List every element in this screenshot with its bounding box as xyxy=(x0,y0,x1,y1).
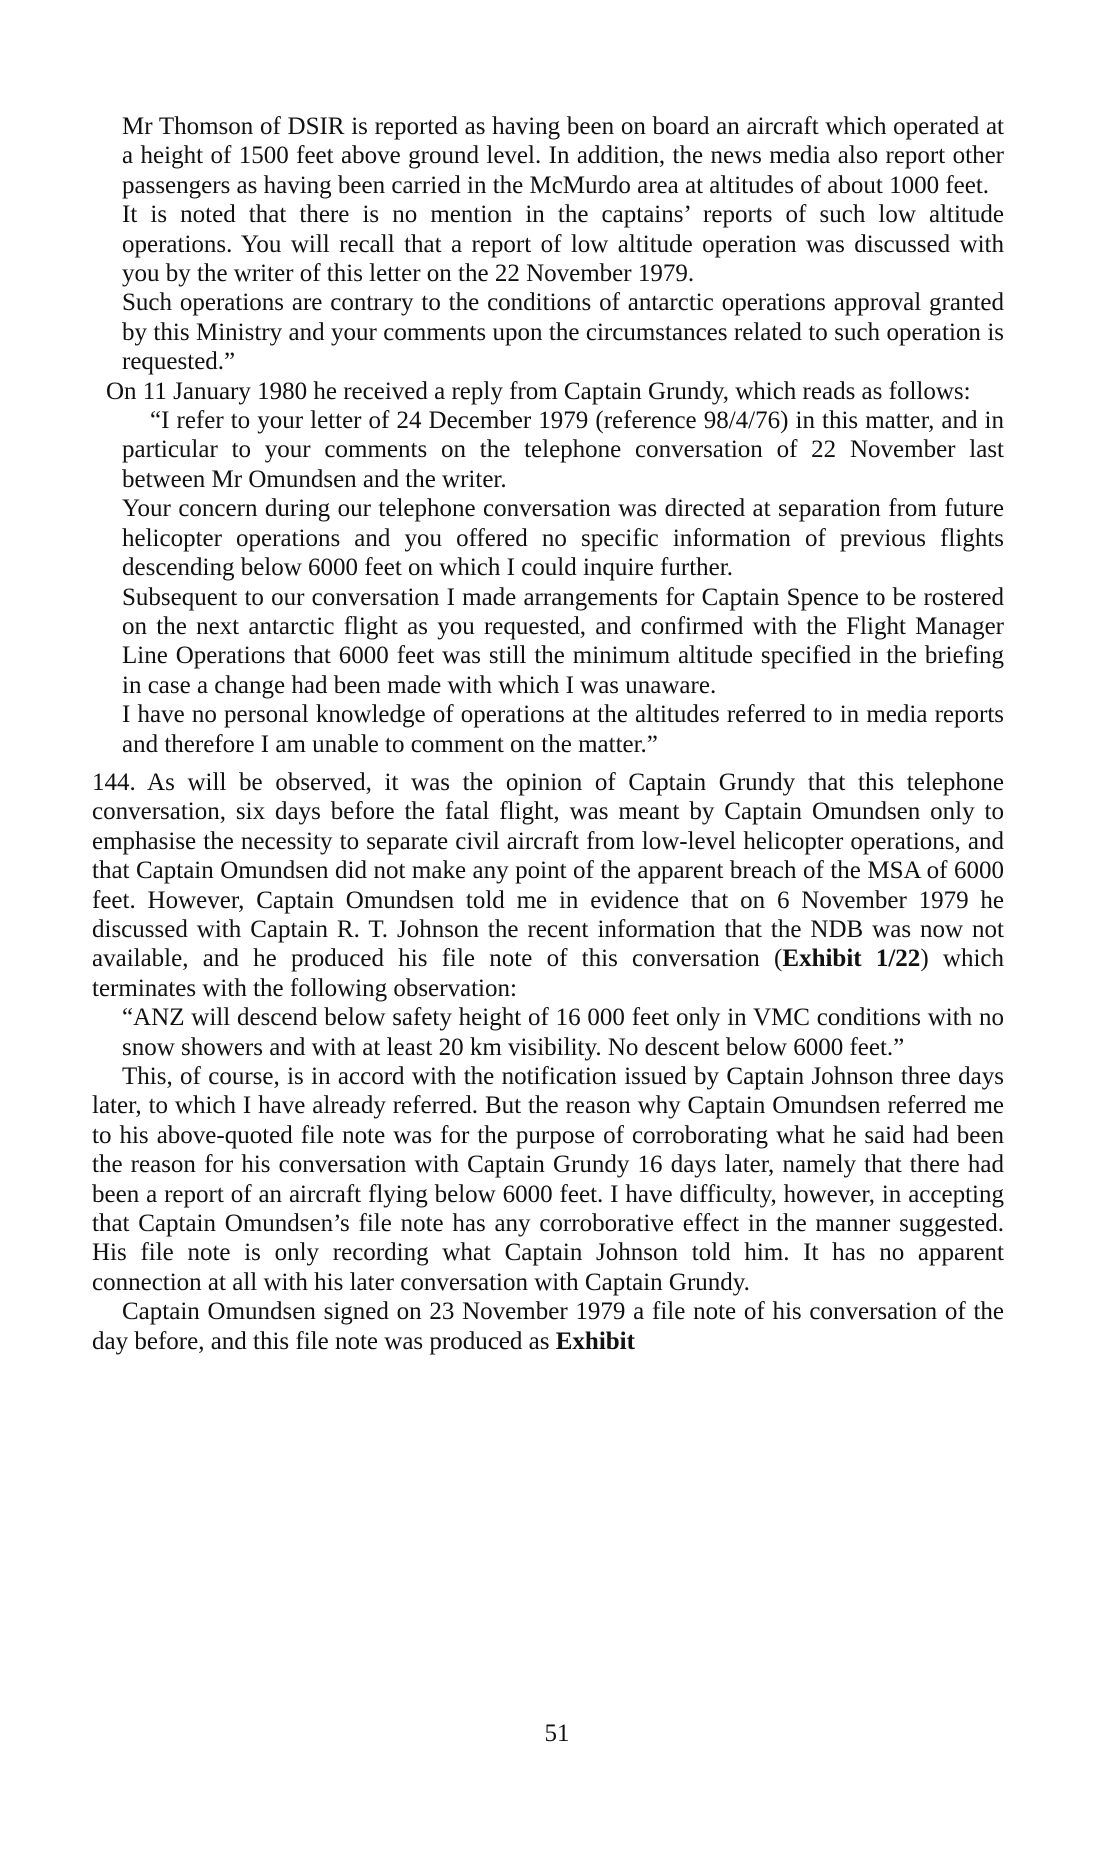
numbered-paragraph-144 xyxy=(92,768,1004,1003)
page-number: 51 xyxy=(544,1720,570,1747)
body-paragraph: This, of course, is in accord with the notification issued by Captain Johnson three days later, to which I have already referred. But the reason why Captain Omundsen referred me to his above-quoted file note was for the purpose of corroborating what he said had been the reason for his conversation with Captain Grundy 16 days later, namely that there had been a report of an aircraft flying below 6000 feet. I have difficulty, however, in accepting that Captain Omundsen’s file note has any corroborative effect in the manner suggested. His file note is only recording what Captain Johnson told him. It has no apparent connection at all with his later conversation with Captain Grundy. xyxy=(92,1063,1004,1296)
quoted-paragraph: “I refer to your letter of 24 December 1979 (reference 98/4/76) in this matter, and in particular to your comments on the telephone conversation of 22 November last between Mr Omundsen and the writer. xyxy=(122,407,1004,493)
quoted-paragraph: Such operations are contrary to the conditions of antarctic operations approval granted by this Ministry and your comments upon the circumstances related to such operation is requested.” xyxy=(122,289,1004,376)
quoted-paragraph: Subsequent to our conversation I made arrangements for Captain Spence to be rostered on the next antarctic flight as you requested, and confirmed with the Flight Manager Line Operations that 6000 feet was still the minimum altitude specified in the briefing in case a change had been made with which I was unaware. xyxy=(122,583,1004,699)
paragraph-text: Captain Omundsen signed on 23 November 1979 a file note of his conversation of the day before, and this file note was produced as xyxy=(92,1298,1004,1355)
quoted-paragraph: I have no personal knowledge of operations at the altitudes referred to in media reports and therefore I am unable to comment on the matter.” xyxy=(122,701,1004,758)
body-paragraph: On 11 January 1980 he received a reply from Captain Grundy, which reads as follows: xyxy=(106,377,971,405)
quoted-paragraph: Mr Thomson of DSIR is reported as having been on board an aircraft which operated at a height of 1500 feet above ground level. In addition, the news media also report other passengers as having been carried in the McMurdo area at altitudes of about 1000 feet. xyxy=(122,113,1004,199)
quoted-paragraph: “ANZ will descend below safety height of 16 000 feet only in VMC conditions with no snow showers and with at least 20 km visibility. No descent below 6000 feet.” xyxy=(122,1004,1004,1061)
quoted-paragraph: It is noted that there is no mention in the captains’ reports of such low altitude operations. You will recall that a report of low altitude operation was discussed with you by the writer of this letter on the 22 November 1979. xyxy=(122,201,1004,288)
quoted-paragraph: Your concern during our telephone conversation was directed at separation from future helicopter operations and you offered no specific information of previous flights descending below 6000 feet on which I could inquire further. xyxy=(122,495,1004,582)
paragraph-text: ) which terminates with the following observation: xyxy=(92,945,1005,1002)
document-page xyxy=(92,112,1004,1356)
exhibit-reference: Exhibit xyxy=(555,1327,635,1355)
paragraph-text: 144. As will be observed, it was the opinion of Captain Grundy that this telephone conversation, six days before the fatal flight, was meant by Captain Omundsen only to emphasise the necessity to separate civil aircraft from low-level helicopter operations, and that Captain Omundsen did not make any point of the apparent breach of the MSA of 6000 feet. However, Captain Omundsen told me in evidence that on 6 November 1979 he discussed with Captain R. T. Johnson the recent information that the NDB was now not available, and he produced his file note of this conversation ( xyxy=(92,768,1004,973)
body-paragraph xyxy=(92,1297,1004,1356)
exhibit-reference: Exhibit 1/22 xyxy=(782,945,921,973)
